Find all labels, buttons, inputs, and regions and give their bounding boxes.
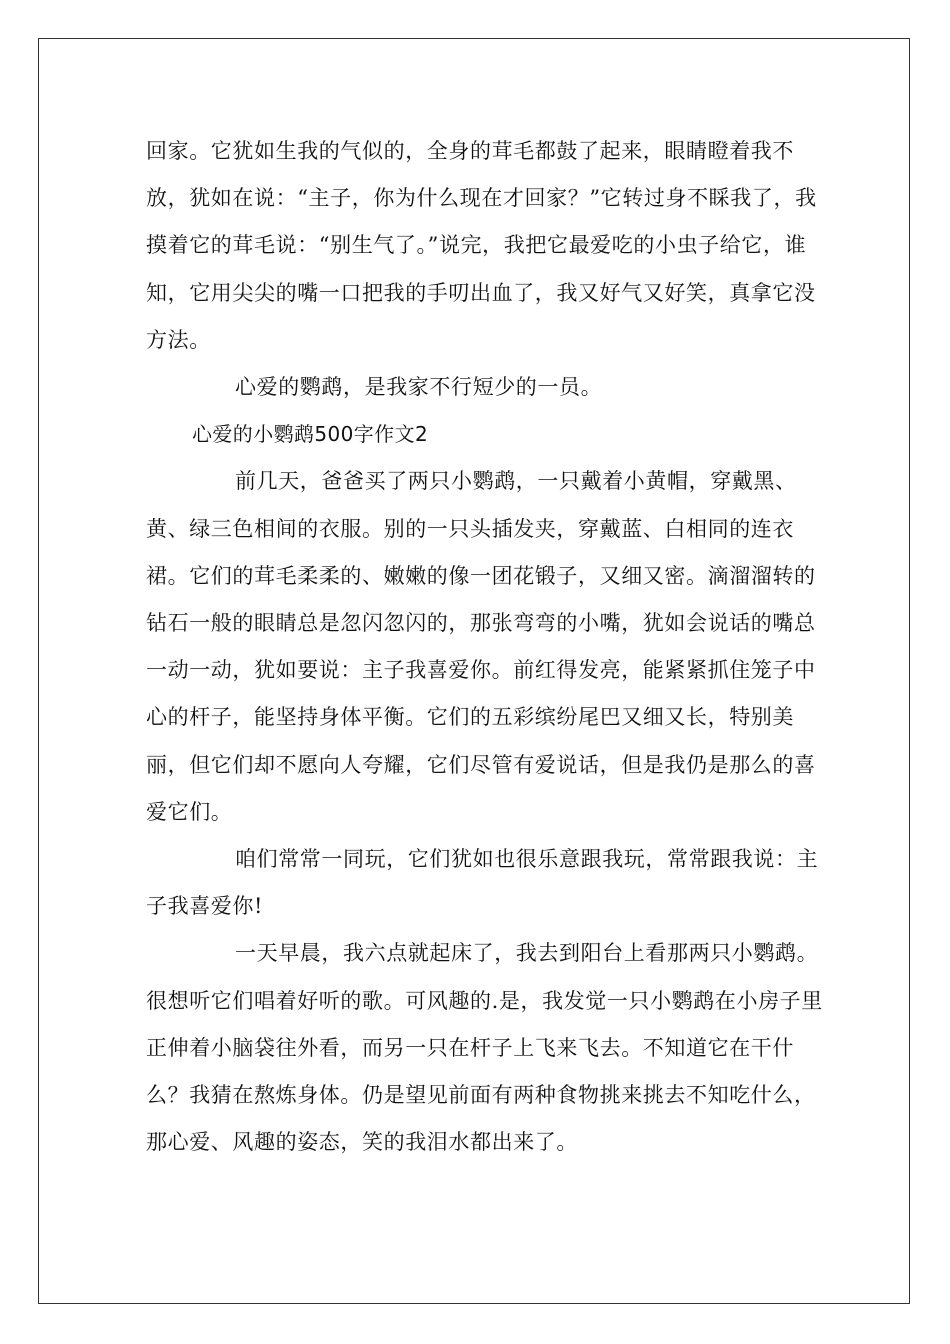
paragraph-1: 回家。它犹如生我的气似的，全身的茸毛都鼓了起来，眼睛瞪着我不放，犹如在说：“主子，你为什么现在才回家？”它转过身不睬我了，我摸着它的茸毛说：“别生气了。”说完，我把它最爱吃的小虫子给它，谁知，它用尖尖的嘴一口把我的手叨出血了，我又好气又好笑，真拿它没方法。 [146, 139, 817, 352]
paragraph-5: 一天早晨，我六点就起床了，我去到阳台上看那两只小鹦鹉。很想听它们唱着好听的歌。可风趣的.是，我发觉一只小鹦鹉在小房子里正伸着小脑袋往外看，而另一只在杆子上飞来飞去。不知道它在干什么？我猜在熬炼身体。仍是望见前面有两种食物挑来挑去不知吃什么，那心爱、风趣的姿态，笑的我泪水都出来了。 [146, 941, 823, 1155]
document-body [146, 128, 836, 1166]
paragraph-3: 前几天，爸爸买了两只小鹦鹉，一只戴着小黄帽，穿戴黑、黄、绿三色相间的衣服。别的一只头插发夹，穿戴蓝、白相同的连衣裙。它们的茸毛柔柔的、嫩嫩的像一团花锻子，又细又密。滴溜溜转的钻石一般的眼睛总是忽闪忽闪的，那张弯弯的小嘴，犹如会说话的嘴总一动一动，犹如要说：主子我喜爱你。前红得发亮，能紧紧抓住笼子中心的杆子，能坚持身体平衡。它们的五彩缤纷尾巴又细又长，特别美丽，但它们却不愿向人夸耀，它们尽管有爱说话，但是我仍是那么的喜爱它们。 [146, 469, 816, 824]
paragraph-2: 心爱的鹦鹉，是我家不行短少的一员。 [235, 375, 603, 400]
paragraph-4: 咱们常常一同玩，它们犹如也很乐意跟我玩，常常跟我说：主子我喜爱你! [146, 847, 819, 919]
section-heading: 心爱的小鹦鹉500字作文2 [192, 422, 429, 447]
